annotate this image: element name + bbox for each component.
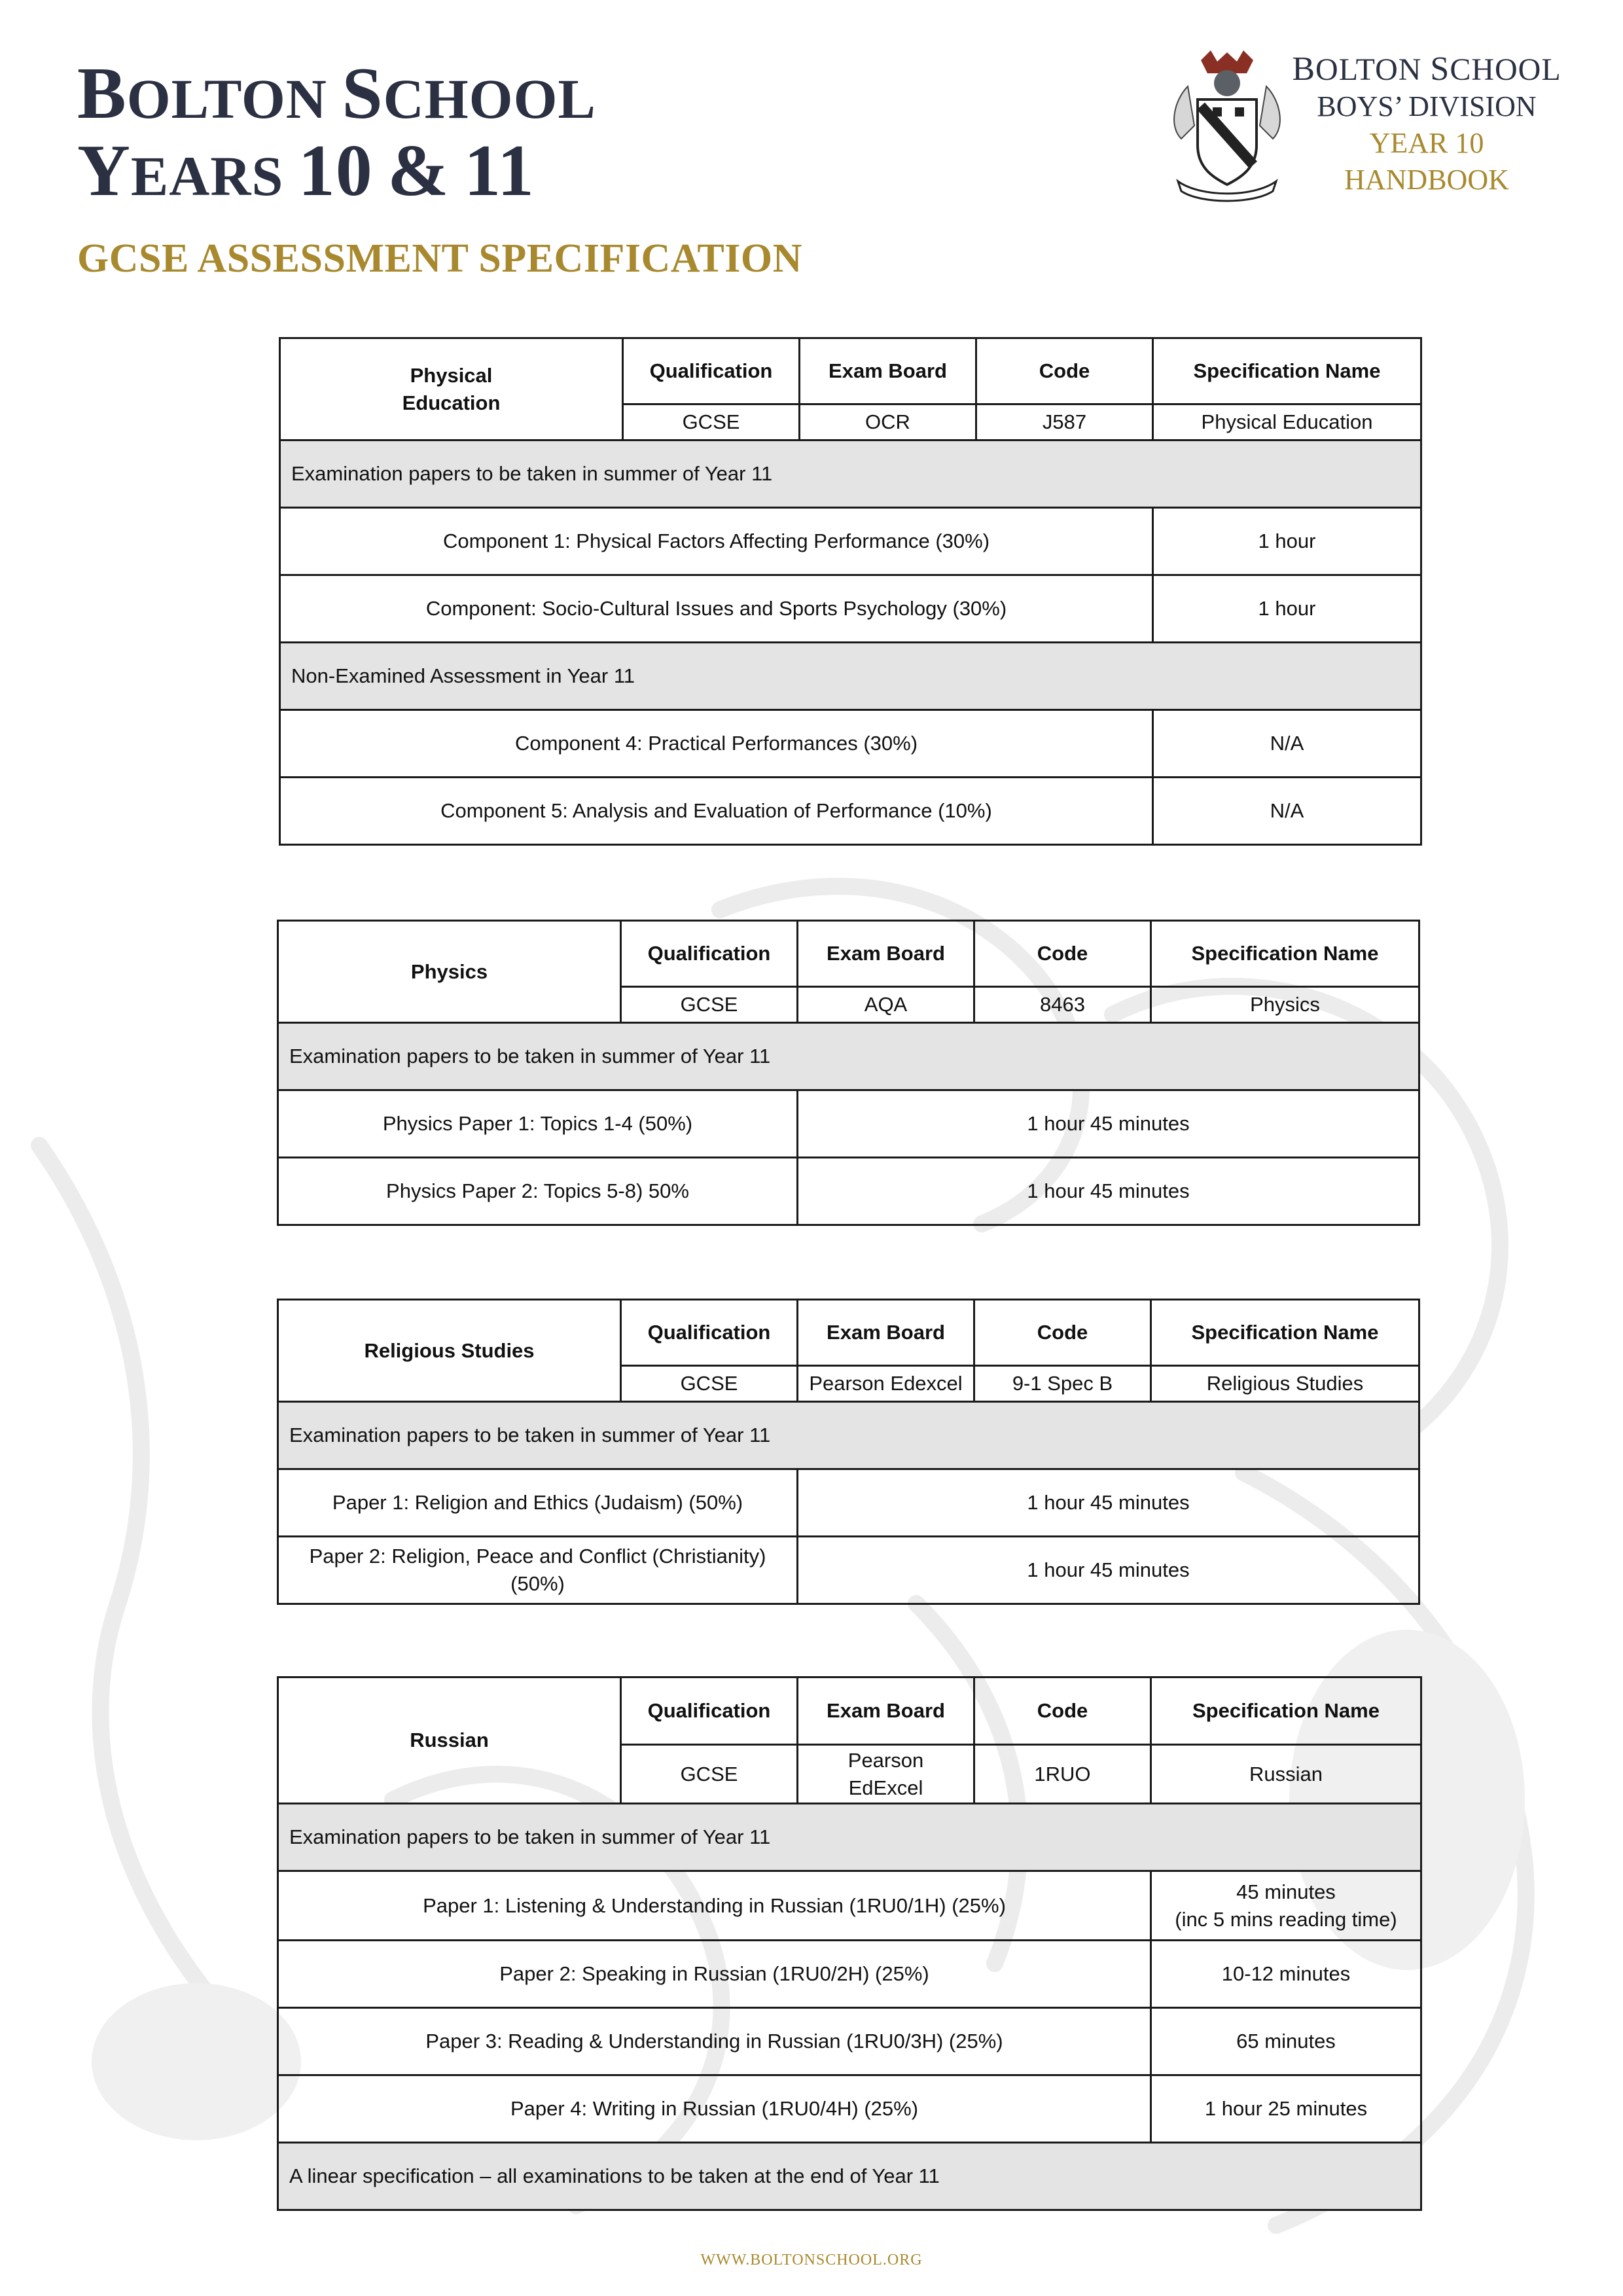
qualification-value: GCSE: [621, 1366, 798, 1402]
header-code: Code: [974, 1677, 1151, 1745]
header-spec-name: Specification Name: [1151, 1677, 1421, 1745]
component-duration: N/A: [1153, 710, 1421, 778]
component-label: Paper 2: Speaking in Russian (1RU0/2H) (25%): [278, 1941, 1151, 2008]
header-spec-name: Specification Name: [1151, 1300, 1419, 1366]
exam-board-value: Pearson Edexcel: [798, 1366, 974, 1402]
spec-name-value: Religious Studies: [1151, 1366, 1419, 1402]
section-heading: Examination papers to be taken in summer of Year 11: [278, 1402, 1419, 1469]
section-heading: Non-Examined Assessment in Year 11: [280, 643, 1421, 710]
handbook-brand: [1283, 51, 1571, 198]
component-label: Paper 3: Reading & Understanding in Russian (1RU0/3H) (25%): [278, 2008, 1151, 2075]
component-duration: 10-12 minutes: [1151, 1941, 1421, 2008]
component-duration: 1 hour 45 minutes: [798, 1469, 1419, 1537]
component-duration: 1 hour 25 minutes: [1151, 2075, 1421, 2143]
physics-table: [277, 920, 1420, 1226]
component-label: Physics Paper 2: Topics 5-8) 50%: [278, 1158, 798, 1225]
component-label: Component 1: Physical Factors Affecting Performance (30%): [280, 508, 1153, 575]
page-title: [77, 53, 596, 212]
component-duration: 1 hour: [1153, 508, 1421, 575]
qualification-value: GCSE: [621, 987, 798, 1023]
component-duration: 1 hour: [1153, 575, 1421, 643]
spec-name-value: Russian: [1151, 1745, 1421, 1804]
subject-name: Physical Education: [280, 338, 623, 440]
subject-name: Russian: [278, 1677, 621, 1804]
component-duration: N/A: [1153, 778, 1421, 845]
qualification-value: GCSE: [621, 1745, 798, 1804]
header-code: Code: [974, 1300, 1151, 1366]
header-exam-board: Exam Board: [798, 921, 974, 987]
header-exam-board: Exam Board: [798, 1677, 974, 1745]
physical-education-table: [279, 337, 1422, 846]
header-spec-name: Specification Name: [1151, 921, 1419, 987]
component-duration: 1 hour 45 minutes: [798, 1090, 1419, 1158]
code-value: 1RUO: [974, 1745, 1151, 1804]
component-label: Paper 1: Listening & Understanding in Russian (1RU0/1H) (25%): [278, 1871, 1151, 1941]
component-duration: 1 hour 45 minutes: [798, 1537, 1419, 1604]
header-qualification: Qualification: [623, 338, 800, 404]
duration-main: 45 minutes: [1236, 1880, 1336, 1903]
subject-name: Religious Studies: [278, 1300, 621, 1402]
header-code: Code: [976, 338, 1153, 404]
exam-board-value: [798, 1745, 974, 1804]
section-heading: Examination papers to be taken in summer of Year 11: [278, 1804, 1421, 1871]
component-label: Paper 1: Religion and Ethics (Judaism) (50%): [278, 1469, 798, 1537]
component-duration: 1 hour 45 minutes: [798, 1158, 1419, 1225]
subject-name: Physics: [278, 921, 621, 1023]
component-duration: 65 minutes: [1151, 2008, 1421, 2075]
exam-board-line-2: EdExcel: [848, 1776, 923, 1799]
header-code: Code: [974, 921, 1151, 987]
component-label: Component 5: Analysis and Evaluation of Performance (10%): [280, 778, 1153, 845]
page-title-line-1: BOLTON SCHOOL: [77, 53, 596, 134]
spec-name-value: Physics: [1151, 987, 1419, 1023]
header-qualification: Qualification: [621, 921, 798, 987]
component-duration: [1151, 1871, 1421, 1941]
spec-name-value: Physical Education: [1153, 404, 1421, 440]
code-value: J587: [976, 404, 1153, 440]
header-spec-name: Specification Name: [1153, 338, 1421, 404]
school-crest-logo: [1162, 47, 1293, 204]
brand-handbook: HANDBOOK: [1344, 164, 1509, 196]
section-heading: Examination papers to be taken in summer of Year 11: [280, 440, 1421, 508]
component-label: Component: Socio-Cultural Issues and Sports Psychology (30%): [280, 575, 1153, 643]
qualification-value: GCSE: [623, 404, 800, 440]
component-label: Paper 4: Writing in Russian (1RU0/4H) (25%): [278, 2075, 1151, 2143]
code-value: 9-1 Spec B: [974, 1366, 1151, 1402]
exam-board-value: OCR: [800, 404, 976, 440]
page-title-line-2: YEARS 10 & 11: [77, 130, 535, 211]
header-qualification: Qualification: [621, 1677, 798, 1745]
duration-note: (inc 5 mins reading time): [1175, 1907, 1397, 1931]
table-footnote: A linear specification – all examinations to be taken at the end of Year 11: [278, 2143, 1421, 2210]
brand-year: YEAR 10: [1369, 127, 1484, 159]
brand-division: BOYS’ DIVISION: [1317, 90, 1537, 122]
header-exam-board: Exam Board: [798, 1300, 974, 1366]
religious-studies-table: [277, 1299, 1420, 1605]
section-heading: Examination papers to be taken in summer of Year 11: [278, 1023, 1419, 1090]
header-qualification: Qualification: [621, 1300, 798, 1366]
component-label: Component 4: Practical Performances (30%): [280, 710, 1153, 778]
code-value: 8463: [974, 987, 1151, 1023]
page-subtitle: GCSE ASSESSMENT SPECIFICATION: [77, 236, 802, 281]
footer-website-link[interactable]: WWW.BOLTONSCHOOL.ORG: [700, 2251, 923, 2269]
brand-school-name: BOLTON SCHOOL: [1292, 50, 1561, 88]
component-label: Paper 2: Religion, Peace and Conflict (Christianity) (50%): [278, 1537, 798, 1604]
russian-table: [277, 1676, 1422, 2211]
exam-board-line-1: Pearson: [847, 1748, 924, 1772]
component-label: Physics Paper 1: Topics 1-4 (50%): [278, 1090, 798, 1158]
header-exam-board: Exam Board: [800, 338, 976, 404]
exam-board-value: AQA: [798, 987, 974, 1023]
